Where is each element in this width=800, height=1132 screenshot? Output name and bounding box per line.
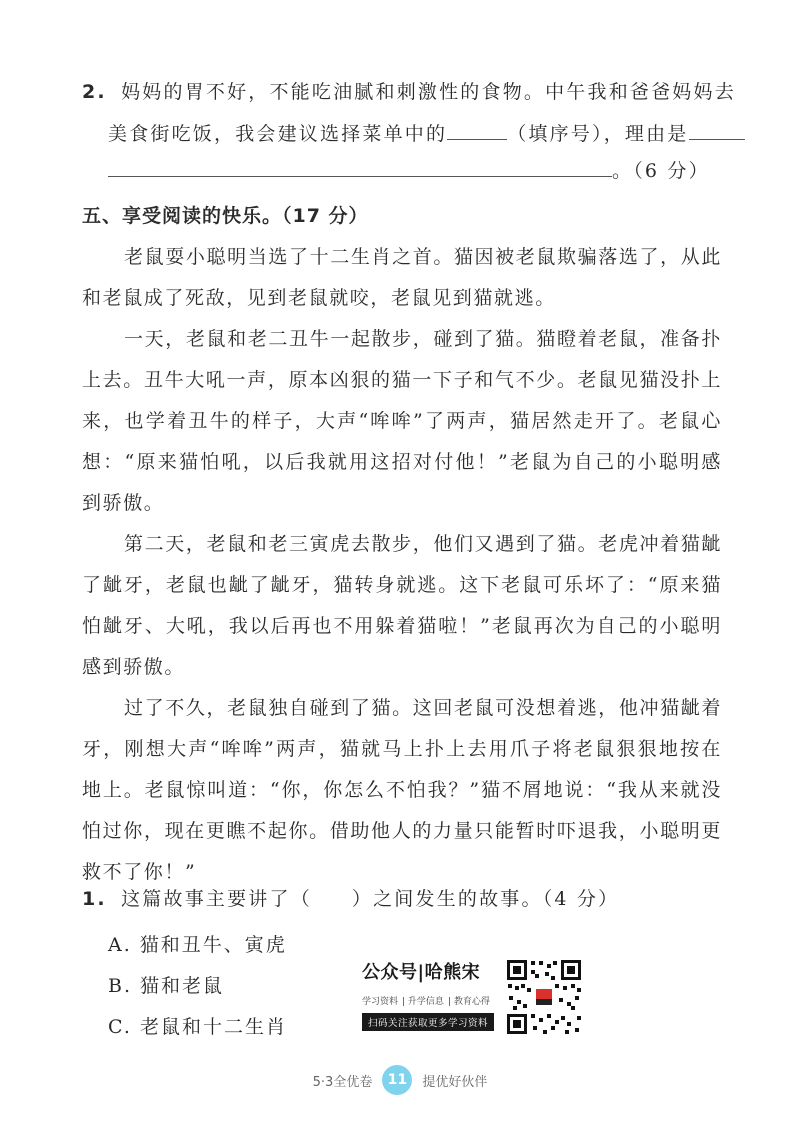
answer-blank-dish[interactable] <box>447 121 507 140</box>
promo-bar: 扫码关注获取更多学习资料 <box>362 1013 494 1031</box>
answer-blank-reason-start[interactable] <box>689 121 745 140</box>
q2-line3 <box>108 158 710 183</box>
answer-blank-reason[interactable] <box>108 158 612 177</box>
promo-tags: 学习资料 | 升学信息 | 教育心得 <box>362 997 490 1007</box>
option-c[interactable]: C. 老鼠和十二生肖 <box>108 1016 287 1038</box>
option-a[interactable]: A. 猫和丑牛、寅虎 <box>108 934 287 956</box>
q2-line1-text: 妈妈的胃不好，不能吃油腻和刺激性的食物。中午我和爸爸妈妈去 <box>121 81 736 103</box>
section-title: 五、享受阅读的快乐。（17 分） <box>82 205 369 227</box>
q2-line2-text-a: 美食街吃饭，我会建议选择菜单中的 <box>108 123 448 145</box>
q2-line1 <box>82 80 736 104</box>
passage-paragraph-1: 老鼠耍小聪明当选了十二生肖之首。猫因被老鼠欺骗落选了，从此和老鼠成了死敌，见到老鼠就咬，老鼠见到猫就逃。 <box>82 246 722 309</box>
page-footer <box>0 1065 800 1095</box>
q1-line <box>82 887 619 911</box>
reading-passage <box>82 237 722 893</box>
passage-paragraph-2: 一天，老鼠和老二丑牛一起散步，碰到了猫。猫瞪着老鼠，准备扑上去。丑牛大吼一声，原本凶狠的猫一下子和气不少。老鼠见猫没扑上来，也学着丑牛的样子，大声“哞哞”了两声，猫居然走开了。老鼠心想：“原来猫怕吼，以后我就用这招对付他！”老鼠为自己的小聪明感到骄傲。 <box>82 328 722 514</box>
promo-tag: 教育心得 <box>453 997 490 1007</box>
passage-paragraph-3: 第二天，老鼠和老三寅虎去散步，他们又遇到了猫。老虎冲着猫龇了龇牙，老鼠也龇了龇牙，猫转身就逃。这下老鼠可乐坏了：“原来猫怕龇牙、大吼，我以后再也不用躲着猫啦！”老鼠再次为自己的小聪明感到骄傲。 <box>82 533 722 678</box>
passage-paragraph-4: 过了不久，老鼠独自碰到了猫。这回老鼠可没想着逃，他冲猫龇着牙，刚想大声“哞哞”两声，猫就马上扑上去用爪子将老鼠狠狠地按在地上。老鼠惊叫道：“你，你怎么不怕我？”猫不屑地说：“我从来就没怕过你，现在更瞧不起你。借助他人的力量只能暂时吓退我，小聪明更救不了你！” <box>82 697 722 883</box>
q2-line2-text-b: （填序号），理由是 <box>507 123 689 145</box>
q2-number: 2. <box>82 81 107 103</box>
qr-code-icon[interactable] <box>505 958 583 1036</box>
promo-block <box>362 958 494 1031</box>
q1-number: 1. <box>82 888 107 910</box>
promo-tag: 升学信息 <box>407 997 444 1007</box>
q2-line3-end: 。（6 分） <box>612 160 710 182</box>
footer-slogan: 提优好伙伴 <box>422 1074 488 1090</box>
option-b[interactable]: B. 猫和老鼠 <box>108 975 225 997</box>
q1-text-b: ）之间发生的故事。（4 分） <box>351 888 620 910</box>
q1-text-a: 这篇故事主要讲了（ <box>121 888 312 910</box>
footer-series-name: 5·3全优卷 <box>312 1074 373 1090</box>
page-number: 11 <box>382 1065 412 1095</box>
promo-tag: 学习资料 <box>362 997 399 1007</box>
q2-line2 <box>108 121 745 146</box>
promo-title: 公众号|哈熊宋 <box>362 962 481 983</box>
